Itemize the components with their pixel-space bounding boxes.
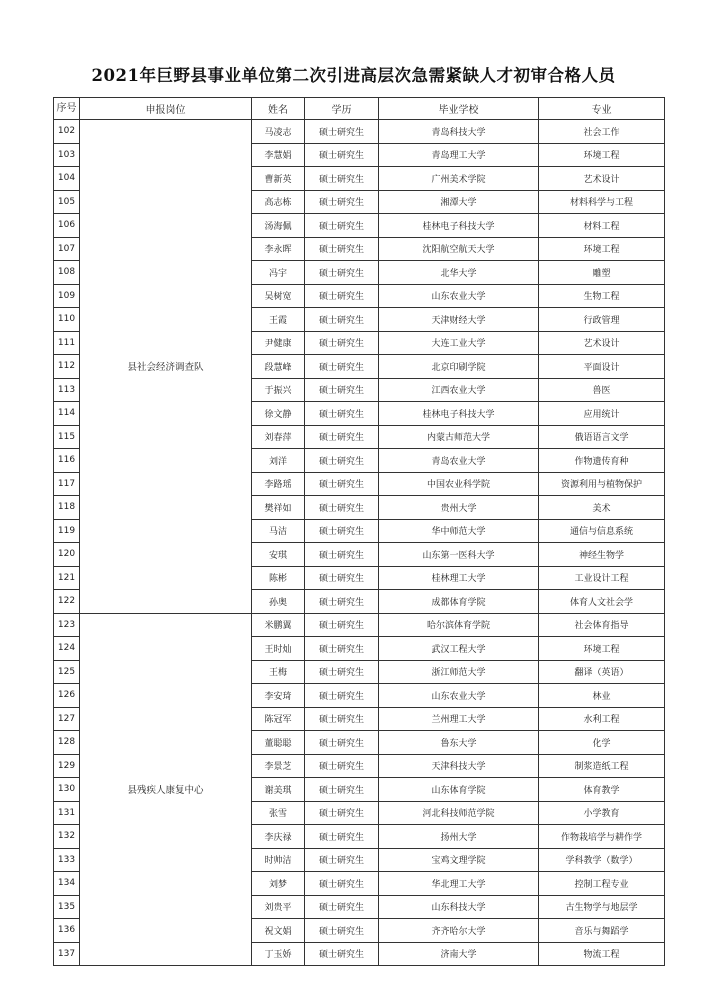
major-cell: 音乐与舞蹈学 [539, 919, 665, 943]
name-cell: 时帅洁 [252, 848, 305, 872]
position-cell: 县社会经济调查队 [80, 120, 252, 614]
degree-cell: 硕士研究生 [305, 378, 379, 402]
seq-cell: 102 [54, 120, 80, 144]
major-cell: 小学教育 [539, 801, 665, 825]
seq-cell: 131 [54, 801, 80, 825]
school-cell: 北京印刷学院 [379, 355, 539, 379]
major-cell: 应用统计 [539, 402, 665, 426]
degree-cell: 硕士研究生 [305, 801, 379, 825]
major-cell: 艺术设计 [539, 331, 665, 355]
school-cell: 鲁东大学 [379, 731, 539, 755]
table-header-row [54, 98, 665, 120]
major-cell: 环境工程 [539, 143, 665, 167]
degree-cell: 硕士研究生 [305, 825, 379, 849]
major-cell: 生物工程 [539, 284, 665, 308]
name-cell: 尹健康 [252, 331, 305, 355]
name-cell: 马洁 [252, 519, 305, 543]
seq-cell: 113 [54, 378, 80, 402]
school-cell: 湘潭大学 [379, 190, 539, 214]
major-cell: 兽医 [539, 378, 665, 402]
seq-cell: 134 [54, 872, 80, 896]
major-cell: 制浆造纸工程 [539, 754, 665, 778]
major-cell: 物流工程 [539, 942, 665, 966]
seq-cell: 105 [54, 190, 80, 214]
degree-cell: 硕士研究生 [305, 190, 379, 214]
name-cell: 谢美琪 [252, 778, 305, 802]
major-cell: 水利工程 [539, 707, 665, 731]
major-cell: 体育教学 [539, 778, 665, 802]
name-cell: 汤海佩 [252, 214, 305, 238]
name-cell: 李庆禄 [252, 825, 305, 849]
name-cell: 刘洋 [252, 449, 305, 473]
seq-cell: 128 [54, 731, 80, 755]
seq-cell: 114 [54, 402, 80, 426]
seq-cell: 130 [54, 778, 80, 802]
school-cell: 大连工业大学 [379, 331, 539, 355]
degree-cell: 硕士研究生 [305, 566, 379, 590]
school-cell: 桂林电子科技大学 [379, 402, 539, 426]
school-cell: 青岛科技大学 [379, 120, 539, 144]
name-cell: 王霞 [252, 308, 305, 332]
school-cell: 山东第一医科大学 [379, 543, 539, 567]
school-cell: 桂林电子科技大学 [379, 214, 539, 238]
seq-cell: 115 [54, 425, 80, 449]
major-cell: 艺术设计 [539, 167, 665, 191]
seq-cell: 111 [54, 331, 80, 355]
seq-cell: 109 [54, 284, 80, 308]
major-cell: 环境工程 [539, 637, 665, 661]
major-cell: 资源利用与植物保护 [539, 472, 665, 496]
name-cell: 徐文静 [252, 402, 305, 426]
name-cell: 高志栋 [252, 190, 305, 214]
seq-cell: 126 [54, 684, 80, 708]
school-cell: 华中师范大学 [379, 519, 539, 543]
degree-cell: 硕士研究生 [305, 637, 379, 661]
school-cell: 贵州大学 [379, 496, 539, 520]
seq-cell: 127 [54, 707, 80, 731]
position-cell: 县残疾人康复中心 [80, 613, 252, 966]
school-cell: 宝鸡文理学院 [379, 848, 539, 872]
seq-cell: 107 [54, 237, 80, 261]
school-cell: 青岛理工大学 [379, 143, 539, 167]
major-cell: 社会工作 [539, 120, 665, 144]
degree-cell: 硕士研究生 [305, 308, 379, 332]
name-cell: 董聪聪 [252, 731, 305, 755]
school-cell: 济南大学 [379, 942, 539, 966]
school-cell: 内蒙古师范大学 [379, 425, 539, 449]
seq-cell: 119 [54, 519, 80, 543]
name-cell: 陈冠军 [252, 707, 305, 731]
school-cell: 兰州理工大学 [379, 707, 539, 731]
degree-cell: 硕士研究生 [305, 284, 379, 308]
name-cell: 刘贵平 [252, 895, 305, 919]
name-cell: 李路瑶 [252, 472, 305, 496]
degree-cell: 硕士研究生 [305, 872, 379, 896]
school-cell: 浙江师范大学 [379, 660, 539, 684]
header-school: 毕业学校 [379, 98, 539, 120]
school-cell: 北华大学 [379, 261, 539, 285]
name-cell: 孙奥 [252, 590, 305, 614]
header-position: 申报岗位 [80, 98, 252, 120]
seq-cell: 129 [54, 754, 80, 778]
major-cell: 雕塑 [539, 261, 665, 285]
name-cell: 于振兴 [252, 378, 305, 402]
major-cell: 控制工程专业 [539, 872, 665, 896]
seq-cell: 103 [54, 143, 80, 167]
school-cell: 哈尔滨体育学院 [379, 613, 539, 637]
school-cell: 中国农业科学院 [379, 472, 539, 496]
name-cell: 王梅 [252, 660, 305, 684]
major-cell: 体育人文社会学 [539, 590, 665, 614]
degree-cell: 硕士研究生 [305, 449, 379, 473]
major-cell: 作物栽培学与耕作学 [539, 825, 665, 849]
header-seq: 序号 [54, 98, 80, 120]
major-cell: 工业设计工程 [539, 566, 665, 590]
major-cell: 翻译（英语） [539, 660, 665, 684]
name-cell: 祝文娟 [252, 919, 305, 943]
seq-cell: 133 [54, 848, 80, 872]
table-body [54, 120, 665, 966]
major-cell: 美术 [539, 496, 665, 520]
school-cell: 山东农业大学 [379, 684, 539, 708]
school-cell: 河北科技师范学院 [379, 801, 539, 825]
name-cell: 马凌志 [252, 120, 305, 144]
degree-cell: 硕士研究生 [305, 660, 379, 684]
name-cell: 曹新英 [252, 167, 305, 191]
school-cell: 扬州大学 [379, 825, 539, 849]
name-cell: 段慧峰 [252, 355, 305, 379]
major-cell: 古生物学与地层学 [539, 895, 665, 919]
name-cell: 米鹏翼 [252, 613, 305, 637]
seq-cell: 112 [54, 355, 80, 379]
degree-cell: 硕士研究生 [305, 355, 379, 379]
seq-cell: 136 [54, 919, 80, 943]
page-title: 2021年巨野县事业单位第二次引进高层次急需紧缺人才初审合格人员 [91, 66, 616, 85]
degree-cell: 硕士研究生 [305, 425, 379, 449]
degree-cell: 硕士研究生 [305, 848, 379, 872]
seq-cell: 120 [54, 543, 80, 567]
header-degree: 学历 [305, 98, 379, 120]
degree-cell: 硕士研究生 [305, 942, 379, 966]
major-cell: 材料科学与工程 [539, 190, 665, 214]
degree-cell: 硕士研究生 [305, 613, 379, 637]
major-cell: 行政管理 [539, 308, 665, 332]
name-cell: 刘春萍 [252, 425, 305, 449]
degree-cell: 硕士研究生 [305, 707, 379, 731]
degree-cell: 硕士研究生 [305, 167, 379, 191]
degree-cell: 硕士研究生 [305, 919, 379, 943]
seq-cell: 106 [54, 214, 80, 238]
header-major: 专业 [539, 98, 665, 120]
name-cell: 吴树宽 [252, 284, 305, 308]
major-cell: 作物遗传育种 [539, 449, 665, 473]
degree-cell: 硕士研究生 [305, 261, 379, 285]
major-cell: 社会体育指导 [539, 613, 665, 637]
seq-cell: 108 [54, 261, 80, 285]
degree-cell: 硕士研究生 [305, 237, 379, 261]
seq-cell: 117 [54, 472, 80, 496]
degree-cell: 硕士研究生 [305, 472, 379, 496]
name-cell: 刘梦 [252, 872, 305, 896]
seq-cell: 118 [54, 496, 80, 520]
name-cell: 樊祥如 [252, 496, 305, 520]
degree-cell: 硕士研究生 [305, 120, 379, 144]
name-cell: 李永晖 [252, 237, 305, 261]
seq-cell: 125 [54, 660, 80, 684]
school-cell: 青岛农业大学 [379, 449, 539, 473]
major-cell: 环境工程 [539, 237, 665, 261]
major-cell: 神经生物学 [539, 543, 665, 567]
table-row [54, 613, 665, 637]
seq-cell: 123 [54, 613, 80, 637]
school-cell: 天津财经大学 [379, 308, 539, 332]
school-cell: 沈阳航空航天大学 [379, 237, 539, 261]
major-cell: 林业 [539, 684, 665, 708]
major-cell: 俄语语言文学 [539, 425, 665, 449]
seq-cell: 110 [54, 308, 80, 332]
school-cell: 华北理工大学 [379, 872, 539, 896]
degree-cell: 硕士研究生 [305, 754, 379, 778]
school-cell: 广州美术学院 [379, 167, 539, 191]
name-cell: 安琪 [252, 543, 305, 567]
name-cell: 王时灿 [252, 637, 305, 661]
table-row [54, 120, 665, 144]
degree-cell: 硕士研究生 [305, 590, 379, 614]
degree-cell: 硕士研究生 [305, 331, 379, 355]
degree-cell: 硕士研究生 [305, 778, 379, 802]
name-cell: 李安琦 [252, 684, 305, 708]
school-cell: 齐齐哈尔大学 [379, 919, 539, 943]
seq-cell: 104 [54, 167, 80, 191]
school-cell: 天津科技大学 [379, 754, 539, 778]
degree-cell: 硕士研究生 [305, 731, 379, 755]
name-cell: 张雪 [252, 801, 305, 825]
degree-cell: 硕士研究生 [305, 496, 379, 520]
school-cell: 桂林理工大学 [379, 566, 539, 590]
seq-cell: 124 [54, 637, 80, 661]
school-cell: 江西农业大学 [379, 378, 539, 402]
school-cell: 山东科技大学 [379, 895, 539, 919]
seq-cell: 116 [54, 449, 80, 473]
name-cell: 陈彬 [252, 566, 305, 590]
header-name: 姓名 [252, 98, 305, 120]
seq-cell: 122 [54, 590, 80, 614]
seq-cell: 132 [54, 825, 80, 849]
school-cell: 山东农业大学 [379, 284, 539, 308]
name-cell: 丁玉娇 [252, 942, 305, 966]
school-cell: 武汉工程大学 [379, 637, 539, 661]
degree-cell: 硕士研究生 [305, 543, 379, 567]
name-cell: 李景芝 [252, 754, 305, 778]
major-cell: 通信与信息系统 [539, 519, 665, 543]
school-cell: 山东体育学院 [379, 778, 539, 802]
degree-cell: 硕士研究生 [305, 214, 379, 238]
degree-cell: 硕士研究生 [305, 519, 379, 543]
degree-cell: 硕士研究生 [305, 895, 379, 919]
degree-cell: 硕士研究生 [305, 684, 379, 708]
candidate-table [53, 97, 665, 966]
major-cell: 化学 [539, 731, 665, 755]
major-cell: 平面设计 [539, 355, 665, 379]
name-cell: 李慧娟 [252, 143, 305, 167]
degree-cell: 硕士研究生 [305, 402, 379, 426]
seq-cell: 121 [54, 566, 80, 590]
school-cell: 成都体育学院 [379, 590, 539, 614]
major-cell: 材料工程 [539, 214, 665, 238]
name-cell: 冯宇 [252, 261, 305, 285]
degree-cell: 硕士研究生 [305, 143, 379, 167]
major-cell: 学科教学（数学） [539, 848, 665, 872]
seq-cell: 137 [54, 942, 80, 966]
seq-cell: 135 [54, 895, 80, 919]
